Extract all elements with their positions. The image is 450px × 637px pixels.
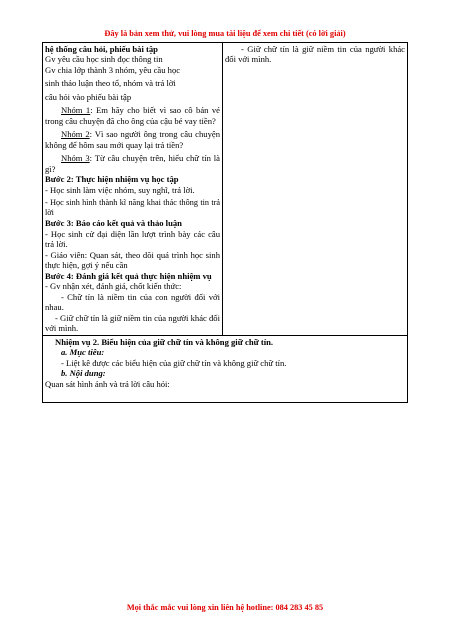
text-line: - Học sinh làm việc nhóm, suy nghĩ, trả lời. xyxy=(45,184,195,195)
product-text: - Giữ chữ tín là giữ niềm tin của người khác đối với mình. xyxy=(225,44,405,65)
text-line: - Gv nhận xét, đánh giá, chốt kiến thức: xyxy=(45,281,182,292)
text-line: Gv yêu cầu học sinh đọc thông tin xyxy=(45,54,163,65)
group-label: Nhóm 3 xyxy=(61,153,90,164)
group-3-question xyxy=(45,153,220,174)
step-4-title: Bước 4: Đánh giá kết quả thực hiện nhiệm vụ xyxy=(45,270,212,281)
task-2-title: Nhiệm vụ 2. Biểu hiện của giữ chữ tín và không giữ chữ tín. xyxy=(55,336,274,347)
question-text: : Em hãy cho biết vì sao cô bán vé trong câu chuyện đã cho ông của cậu bé vay tiền? xyxy=(45,105,220,126)
text-line: - Học sinh hình thành kĩ năng khai thác thông tin trả lời xyxy=(45,198,220,218)
question-text: : Từ câu chuyện trên, hiểu chữ tín là gì? xyxy=(45,153,220,174)
hotline-banner: Mọi thắc mắc vui lòng xin liên hệ hotline: 084 283 45 85 xyxy=(126,603,324,612)
teacher-activity-cell xyxy=(43,43,223,336)
question-text: : Vì sao người ông trong câu chuyện không để hôm sau mới quay lại trả tiền? xyxy=(45,129,220,150)
group-label: Nhóm 2 xyxy=(61,129,90,140)
group-1-question xyxy=(45,105,220,126)
task-2-cell xyxy=(43,335,408,402)
text-line: hệ thống câu hỏi, phiếu bài tập xyxy=(45,44,158,54)
text-line: câu hỏi vào phiếu bài tập xyxy=(45,91,132,102)
table-row xyxy=(43,43,408,336)
table-row xyxy=(43,335,408,402)
text-line: - Chữ tín là niềm tin của con người đối với nhau. xyxy=(45,291,220,313)
text-line: - Học sinh cử đại diện lần lượt trình bày các câu trả lời. xyxy=(45,228,220,250)
text-line: - Giáo viên: Quan sát, theo dõi quá trình học sinh thực hiện, gợi ý nếu cần xyxy=(45,249,220,271)
objective-label: a. Mục tiêu: xyxy=(61,347,105,358)
lesson-table xyxy=(42,42,408,403)
step-3-title: Bước 3: Báo cáo kết quả và thảo luận xyxy=(45,218,182,229)
content-text: Quan sát hình ảnh và trả lời câu hỏi: xyxy=(45,378,170,389)
text-line: sinh thảo luận theo tổ, nhóm và trả lời xyxy=(45,78,176,89)
preview-banner: Đây là bản xem thử, vui lòng mua tài liệu để xem chi tiết (có lời giải) xyxy=(104,29,346,38)
content-label: b. Nội dung: xyxy=(61,368,106,379)
objective-text: - Liệt kê được các biểu hiện của giữ chữ tín và không giữ chữ tín. xyxy=(61,357,287,368)
text-line: Gv chia lớp thành 3 nhóm, yêu cầu học xyxy=(45,64,181,75)
step-2-title: Bước 2: Thực hiện nhiệm vụ học tập xyxy=(45,174,179,185)
student-product-cell xyxy=(223,43,408,336)
text-line: - Giữ chữ tín là giữ niềm tin của người khác đối với mình. xyxy=(45,312,220,334)
group-2-question xyxy=(45,129,220,150)
group-label: Nhóm 1 xyxy=(61,105,91,116)
